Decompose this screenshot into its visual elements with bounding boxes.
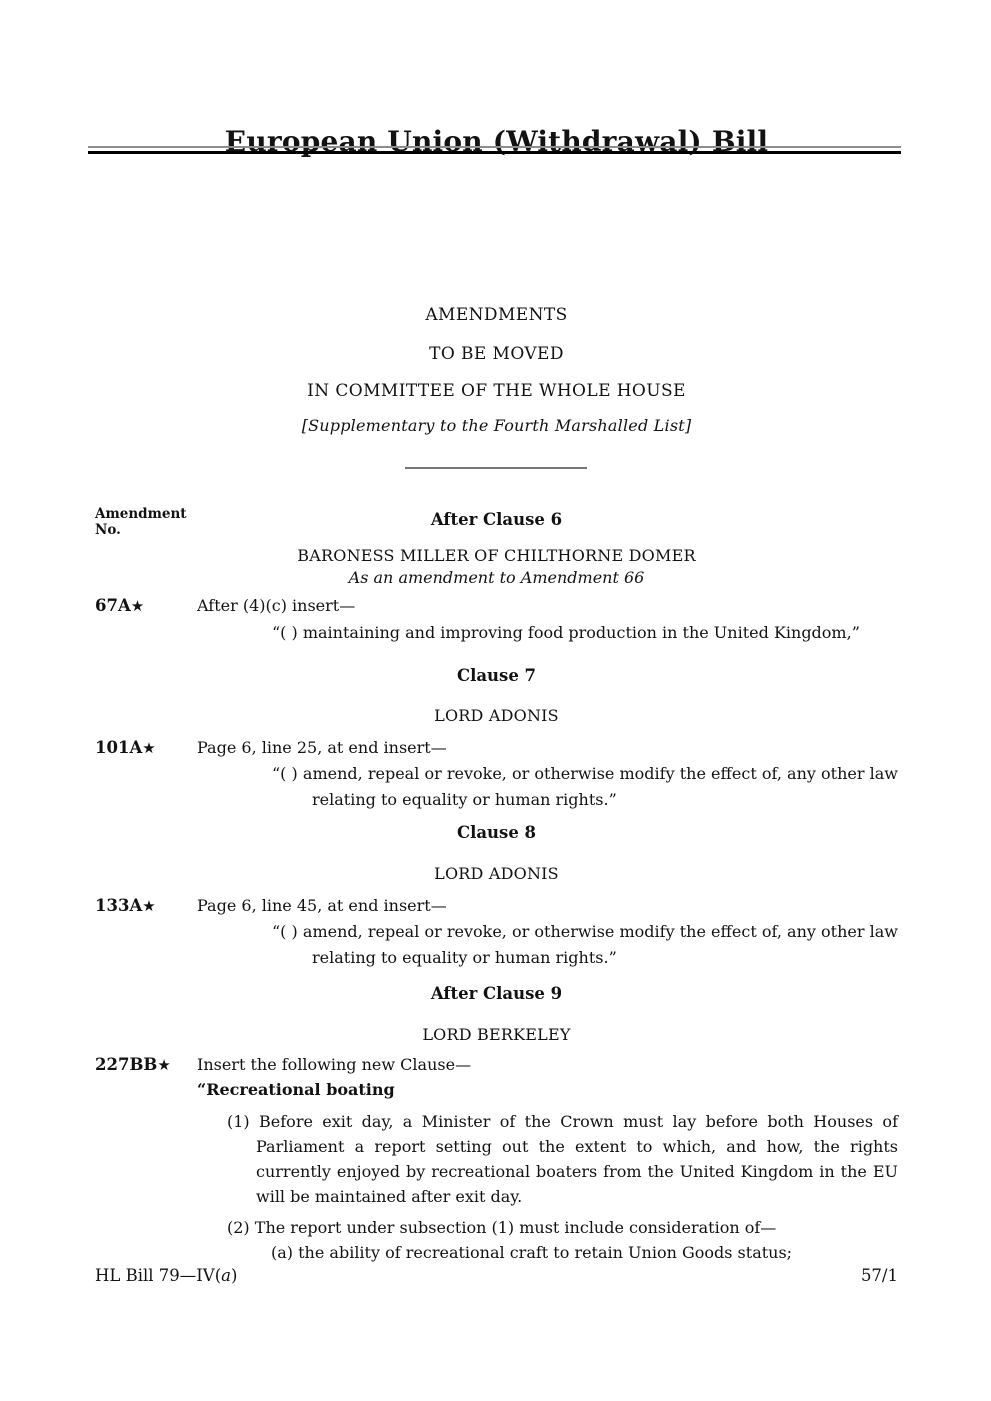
preamble-line-2: TO BE MOVED [429,344,564,364]
new-amendment-star-icon: ★ [142,897,156,915]
subsection-1 [95,1109,898,1209]
item-text: the ability of recreational craft to retain Union Goods status; [298,1243,793,1262]
subsection-2-item-a [95,1240,898,1265]
amendment-quote [95,919,898,971]
new-clause-title: “Recreational boating [197,1080,395,1099]
amendment-quote [95,761,898,813]
amendment-133A [95,893,898,971]
amendment-instruction: Page 6, line 25, at end insert— [197,738,447,757]
bill-reference-suffix: ) [231,1266,238,1285]
quote-text: maintaining and improving food production in the United Kingdom,” [302,623,860,642]
amendment-relation-note: As an amendment to Amendment 66 [348,568,645,587]
subsection-text: The report under subsection (1) must include consideration of— [254,1218,777,1237]
item-number: (a) [271,1243,294,1262]
new-amendment-star-icon: ★ [157,1056,171,1074]
quote-text: amend, repeal or revoke, or otherwise modify the effect of, any other law relating to equality or human rights.” [302,764,898,809]
bill-reference [95,1266,237,1285]
amendment-no-label-line2: No. [95,522,121,538]
section-heading-after-clause-6: After Clause 6 [430,510,563,529]
preamble-line-1: AMENDMENTS [425,305,568,325]
title-double-rule [88,146,901,154]
sponsor-name: BARONESS MILLER OF CHILTHORNE DOMER [297,546,696,565]
amendment-number-text: 67A [95,596,131,615]
section-heading-clause-8: Clause 8 [456,823,537,842]
sponsor-name: LORD BERKELEY [422,1025,571,1044]
subsection-2 [95,1215,898,1240]
quote-marker: “( ) [272,764,298,783]
sponsor-name: LORD ADONIS [434,864,559,883]
quote-text: amend, repeal or revoke, or otherwise modify the effect of, any other law relating to equality or human rights.” [302,922,898,967]
quote-marker: “( ) [272,623,298,642]
amendment-number-text: 133A [95,896,143,915]
amendment-instruction: After (4)(c) insert— [197,596,356,615]
amendment-number-text: 101A [95,738,143,757]
subsection-number: (2) [227,1218,250,1237]
subsection-text: Before exit day, a Minister of the Crown must lay before both Houses of Parliament a report setting out the extent to which, and how, the rights currently enjoyed by recreational boaters from the United Kingdom in the EU will be maintained after exit day. [256,1112,898,1206]
amendment-227BB [95,1052,898,1265]
amendment-number [95,1052,171,1078]
amendment-67A [95,592,898,646]
amendment-number [95,893,156,919]
new-amendment-star-icon: ★ [142,739,156,757]
amendment-number-text: 227BB [95,1055,158,1074]
session-number: 57/1 [860,1266,898,1285]
amendment-quote [95,619,898,646]
bill-reference-prefix: HL Bill 79—IV( [95,1266,222,1285]
separator-line [405,467,587,469]
amendment-number [95,735,156,761]
quote-marker: “( ) [272,922,298,941]
amendment-number [95,592,144,620]
bill-reference-italic: a [221,1266,232,1285]
amendment-no-label-line1: Amendment [95,506,187,522]
subsection-number: (1) [227,1112,250,1131]
amendment-instruction: Insert the following new Clause— [197,1055,472,1074]
preamble-note: [Supplementary to the Fourth Marshalled List] [301,416,692,435]
new-amendment-star-icon: ★ [130,597,145,615]
preamble-line-3: IN COMMITTEE OF THE WHOLE HOUSE [307,381,686,401]
sponsor-name: LORD ADONIS [434,706,559,725]
section-heading-clause-7: Clause 7 [456,666,537,685]
amendment-101A [95,735,898,813]
amendment-instruction: Page 6, line 45, at end insert— [197,896,447,915]
page-footer [95,1266,898,1285]
section-heading-after-clause-9: After Clause 9 [430,984,563,1003]
document-title: European Union (Withdrawal) Bill [224,124,769,158]
